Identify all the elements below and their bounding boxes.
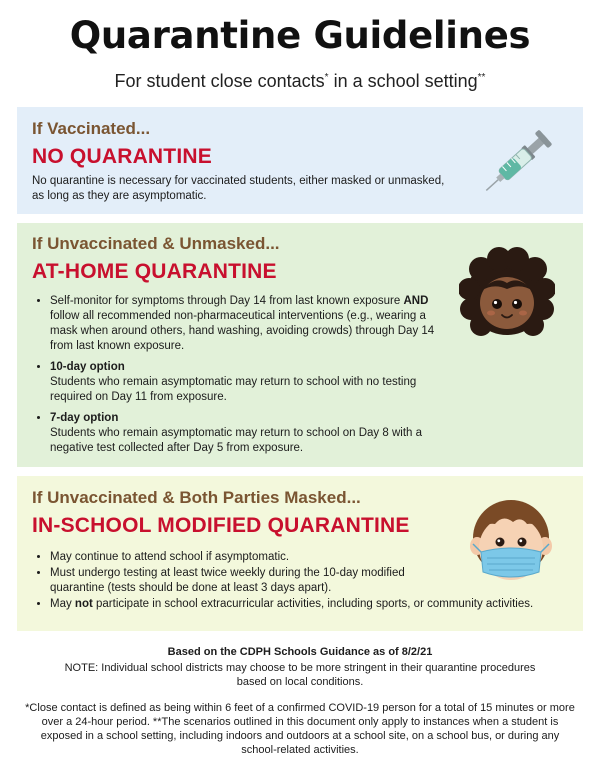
unmasked-lead: If Unvaccinated & Unmasked... — [32, 234, 280, 253]
unmasked-list — [32, 294, 452, 462]
subtitle-main: For student close contacts — [114, 71, 325, 91]
bullet1-post: follow all recommended non-pharmaceutical interventions (e.g., wearing a mask when around others, hand washing, avoiding crowds) through Day 14 from last known exposure. — [50, 310, 435, 352]
option7-title: • 7-day option — [50, 412, 119, 424]
guidance-basis — [20, 645, 580, 659]
list-item: • Must undergo testing at least twice weekly during the 10-day modified quarantine (tests should be done at least 3 days apart). — [50, 566, 460, 596]
district-note: NOTE: Individual school districts may choose to be more stringent in their quarantine procedures based on local conditions. — [64, 662, 536, 688]
subtitle-star: * — [324, 72, 329, 83]
vaccinated-heading: NO QUARANTINE — [32, 145, 212, 168]
option7-text: Students who remain asymptomatic may return to school on Day 8 with a negative test collected after Day 5 from exposure. — [50, 427, 423, 454]
list-item — [50, 597, 570, 612]
bullet1-bold: AND — [403, 295, 429, 307]
list-item — [50, 294, 452, 354]
list-item: • May continue to attend school if asymptomatic. — [50, 550, 570, 565]
child-face-icon — [459, 247, 555, 343]
masked-section — [17, 476, 583, 631]
masked-heading: IN-SCHOOL MODIFIED QUARANTINE — [32, 514, 410, 537]
page-title: Quarantine Guidelines — [69, 14, 531, 57]
subtitle-rest: in a school setting — [328, 71, 478, 91]
unmasked-heading: AT-HOME QUARANTINE — [32, 260, 277, 283]
definitions-note: *Close contact is defined as being within 6 feet of a confirmed COVID-19 person for a total of 15 minutes or more over a 24-hour period. **The scenarios outlined in this document only apply to instances when a student is exposed in a school setting, including indoors and outdoors at a school site, on a school bus, or during any school-related activities. — [25, 702, 575, 756]
masked-child-icon — [463, 492, 559, 588]
option10-title: • 10-day option — [50, 361, 125, 373]
bullet3-bold: not — [74, 598, 93, 610]
basis-text: Based on the CDPH Schools Guidance as of 8/2/21 — [167, 646, 433, 658]
page-subtitle — [0, 71, 600, 92]
subtitle-stars: ** — [477, 72, 486, 83]
masked-lead: If Unvaccinated & Both Parties Masked... — [32, 488, 361, 507]
list-item — [50, 360, 452, 405]
bullet3-post: participate in school extracurricular activities, including sports, or community activities. — [92, 598, 534, 610]
unmasked-section — [17, 223, 583, 467]
list-item — [50, 411, 452, 456]
bullet3-pre: May — [50, 598, 75, 610]
syringe-icon — [473, 121, 565, 201]
vaccinated-section — [17, 107, 583, 214]
bullet1-pre: Self-monitor for symptoms through Day 14 from last known exposure — [50, 295, 404, 307]
vaccinated-text: No quarantine is necessary for vaccinated students, either masked or unmasked, as long as they are asymptomatic. — [32, 175, 445, 202]
option10-text: Students who remain asymptomatic may return to school with no testing required on Day 11 from exposure. — [50, 376, 417, 403]
vaccinated-lead: If Vaccinated... — [32, 119, 151, 138]
